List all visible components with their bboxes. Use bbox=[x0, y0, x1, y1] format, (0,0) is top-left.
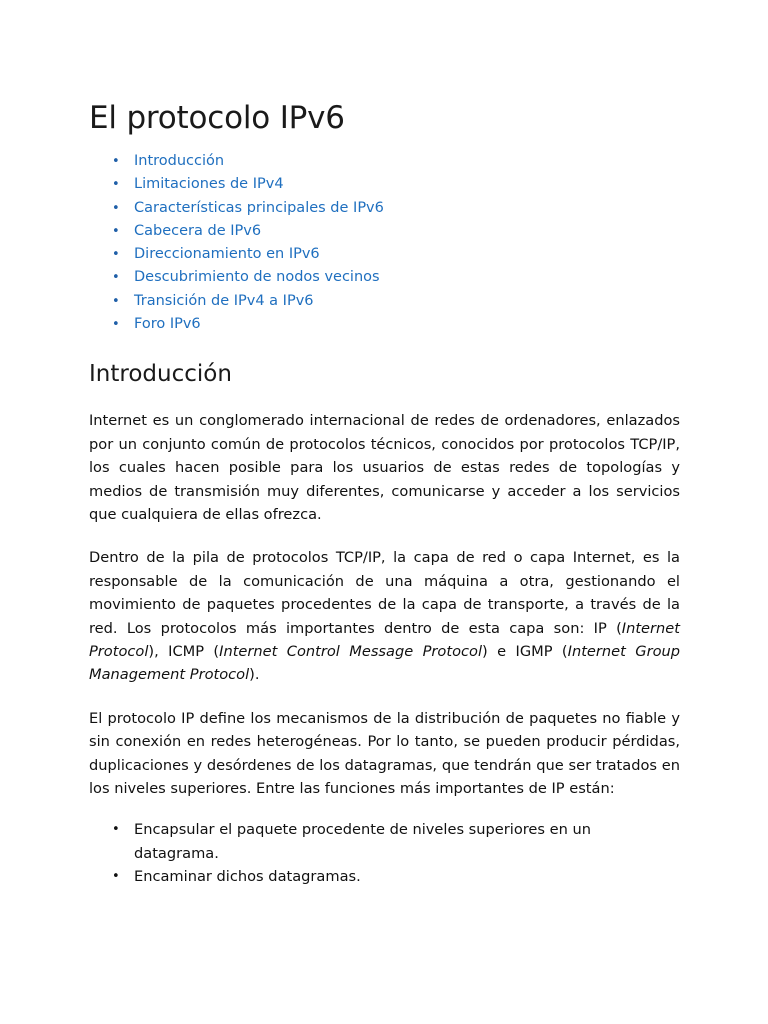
toc-link-transicion[interactable]: Transición de IPv4 a IPv6 bbox=[134, 292, 314, 309]
paragraph-text: ), ICMP ( bbox=[148, 643, 220, 661]
toc-link-cabecera[interactable]: Cabecera de IPv6 bbox=[134, 222, 262, 239]
toc-item bbox=[89, 313, 680, 336]
page-title: El protocolo IPv6 bbox=[89, 100, 345, 136]
term-igmp: Internet Group Management Protocol bbox=[89, 643, 681, 684]
term-internet-protocol: Internet Protocol bbox=[89, 619, 680, 661]
toc-link-limitaciones[interactable]: Limitaciones de IPv4 bbox=[134, 176, 284, 193]
toc-link-caracteristicas[interactable]: Características principales de IPv6 bbox=[134, 199, 384, 216]
toc-item bbox=[89, 220, 680, 243]
term-icmp: Internet Control Message Protocol bbox=[219, 643, 483, 661]
paragraph-text: Dentro de la pila de protocolos TCP/IP, la capa de red o capa Internet, es la responsable de la comunicación de una máquina a otra, gestionando el movimiento de paquetes procedentes de la capa de transporte, a través de la red. Los protocolos más importantes dentro de esta capa son: IP ( bbox=[89, 549, 680, 637]
paragraph-tcpip-stack bbox=[89, 546, 680, 686]
toc-link-descubrimiento[interactable]: Descubrimiento de nodos vecinos bbox=[134, 269, 380, 286]
toc-item bbox=[89, 197, 680, 220]
section-heading: Introducción bbox=[89, 361, 232, 388]
toc-item bbox=[89, 290, 680, 313]
paragraph-ip-protocol: El protocolo IP define los mecanismos de la distribución de paquetes no fiable y sin conexión en redes heterogéneas. Por lo tanto, se pueden producir pérdidas, duplicaciones y desórdenes de los datagramas, que tendrán que ser tratados en los niveles superiores. Entre las funciones más importantes de IP están: bbox=[89, 709, 680, 798]
toc-item bbox=[89, 243, 680, 266]
paragraph-text: ) e IGMP ( bbox=[482, 643, 568, 661]
table-of-contents bbox=[89, 150, 680, 336]
function-list bbox=[89, 818, 680, 888]
toc-item bbox=[89, 150, 680, 173]
toc-link-foro[interactable]: Foro IPv6 bbox=[134, 316, 201, 333]
list-item: • Encaminar dichos datagramas. bbox=[89, 865, 680, 888]
toc-link-direccionamiento[interactable]: Direccionamiento en IPv6 bbox=[134, 246, 320, 263]
paragraph-text: ). bbox=[249, 666, 260, 684]
list-item: • Encapsular el paquete procedente de niveles superiores en un datagrama. bbox=[89, 818, 680, 865]
toc-link-introduccion[interactable]: Introducción bbox=[134, 153, 225, 169]
paragraph-intro: Internet es un conglomerado internacional de redes de ordenadores, enlazados por un conjunto común de protocolos técnicos, conocidos por protocolos TCP/IP, los cuales hacen posible para los usuarios de estas redes de topologías y medios de transmisión muy diferentes, comunicarse y acceder a los servicios que cualquiera de ellas ofrezca. bbox=[89, 412, 680, 523]
toc-item bbox=[89, 266, 680, 289]
document-page bbox=[89, 96, 680, 889]
toc-item bbox=[89, 173, 680, 196]
